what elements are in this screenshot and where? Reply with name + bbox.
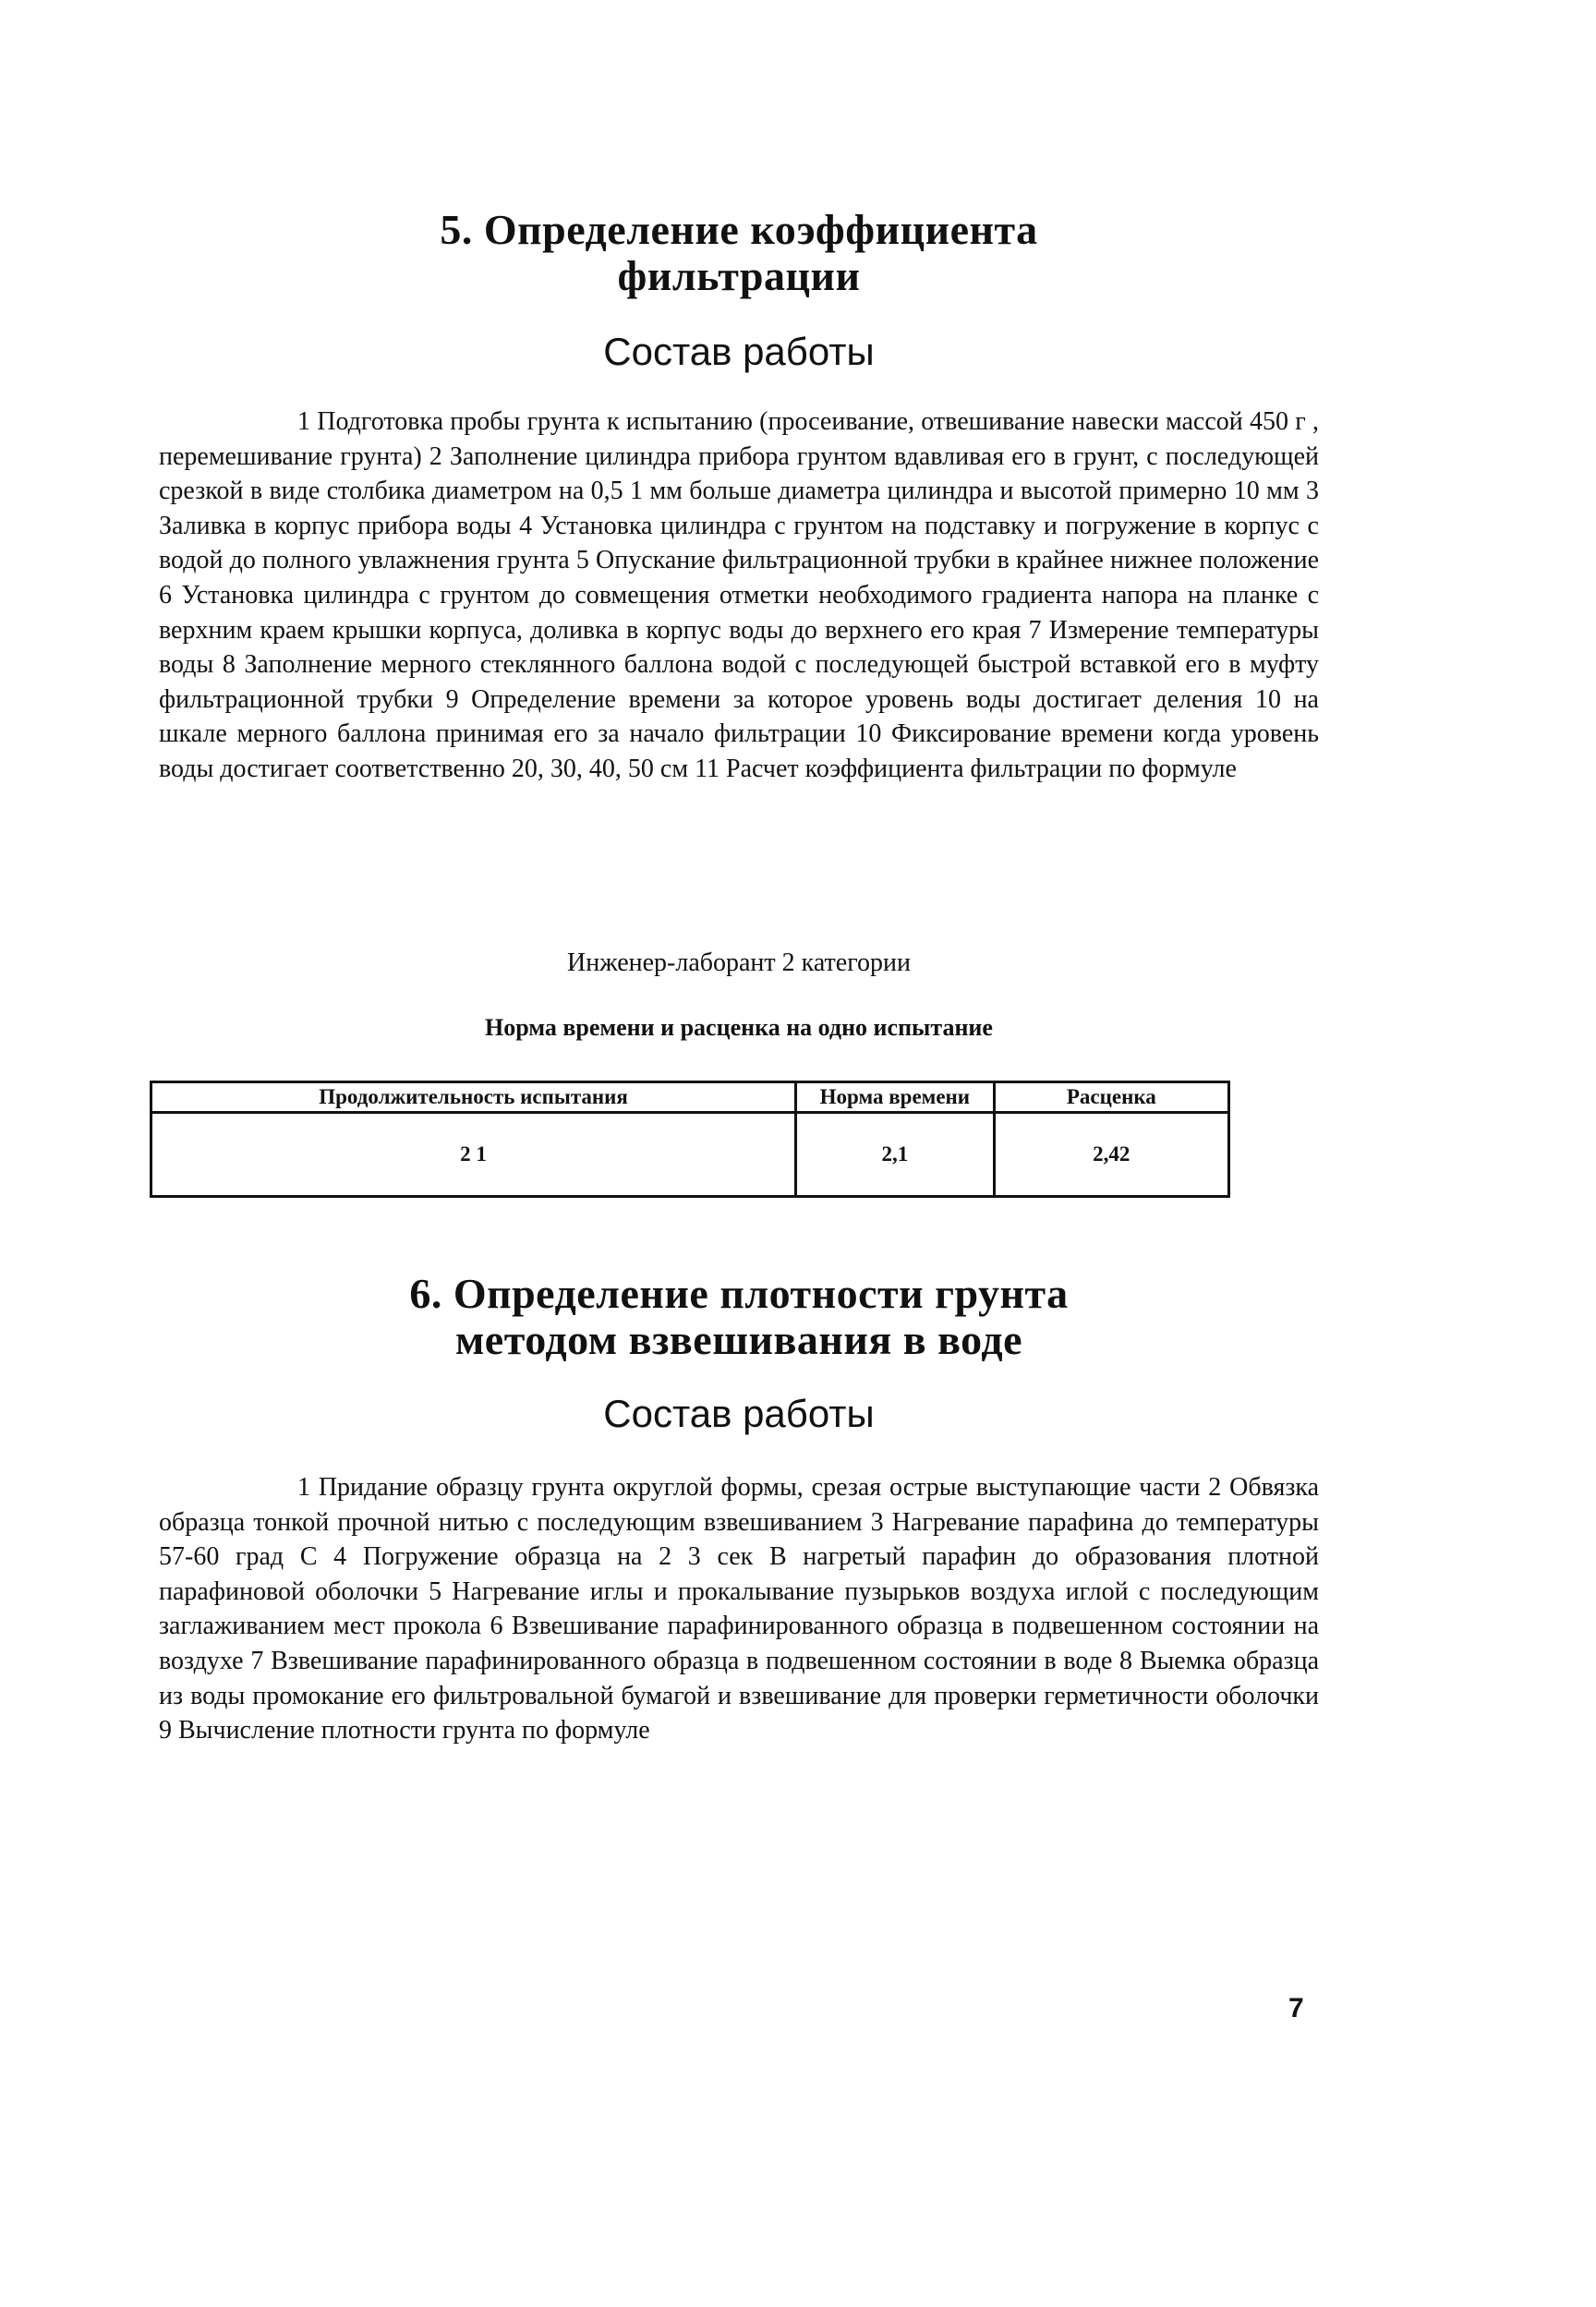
section5-subtitle: Состав работы (603, 330, 875, 373)
page-number: 7 (1288, 1993, 1304, 2023)
table-header-cell: Продолжительность испытания (151, 1082, 796, 1113)
section6-title-line2: методом взвешивания в воде (454, 1316, 1023, 1363)
table-header-row (151, 1082, 1229, 1113)
table-cell: 2,1 (796, 1113, 995, 1197)
norm-table (150, 1081, 1230, 1198)
section5-title-line1: 5. Определение коэффициента (440, 206, 1038, 253)
section6-title-line1: 6. Определение плотности грунта (409, 1270, 1069, 1317)
section5-title-line2: фильтрации (617, 252, 861, 299)
table-cell: 2 1 (151, 1113, 796, 1197)
section5-performer: Инженер-лаборант 2 категории (567, 948, 911, 977)
section6-subtitle: Состав работы (603, 1392, 875, 1435)
table-row (151, 1113, 1229, 1197)
table-cell: 2,42 (994, 1113, 1228, 1197)
section5-work-description: 1 Подготовка пробы грунта к испытанию (просеивание, отвешивание навески массой 450 г , перемешивание грунта) 2 Заполнение цилиндра прибора грунтом вдавливая его в грунт, с последующей срезкой в виде столбика диаметром на 0,5 1 мм больше диаметра цилиндра и высотой примерно 10 мм 3 Заливка в корпус прибора воды 4 Установка цилиндра с грунтом на подставку и погружение в корпус с водой до полного увлажнения грунта 5 Опускание фильтрационной трубки в крайнее нижнее положение 6 Установка цилиндра с грунтом до совмещения отметки необходимого градиента напора на планке с верхним краем крышки корпуса, доливка в корпус воды до верхнего его края 7 Измерение температуры воды 8 Заполнение мерного стеклянного баллона водой с последующей быстрой вставкой его в муфту фильтрационной трубки 9 Определение времени за которое уровень воды достигает деления 10 на шкале мерного баллона принимая его за начало фильтрации 10 Фиксирование времени когда уровень воды достигает соответственно 20, 30, 40, 50 см 11 Расчет коэффициента фильтрации по формуле (159, 407, 1319, 783)
table-header-cell: Норма времени (796, 1082, 995, 1113)
section5-table-caption: Норма времени и расценка на одно испытание (485, 1014, 993, 1041)
section6-work-description: 1 Придание образцу грунта округлой формы, срезая острые выступающие части 2 Обвязка образца тонкой прочной нитью с последующим взвешиванием 3 Нагревание парафина до температуры 57-60 град С 4 Погружение образца на 2 3 сек В нагретый парафин до образования плотной парафиновой оболочки 5 Нагревание иглы и прокалывание пузырьков воздуха иглой с последующим заглаживанием мест прокола 6 Взвешивание парафинированного образца в подвешенном состоянии на воздухе 7 Взвешивание парафинированного образца в подвешенном состоянии в воде 8 Выемка образца из воды промокание его фильтровальной бумагой и взвешивание для проверки герметичности оболочки 9 Вычисление плотности грунта по формуле (159, 1473, 1319, 1745)
table-header-cell: Расценка (994, 1082, 1228, 1113)
